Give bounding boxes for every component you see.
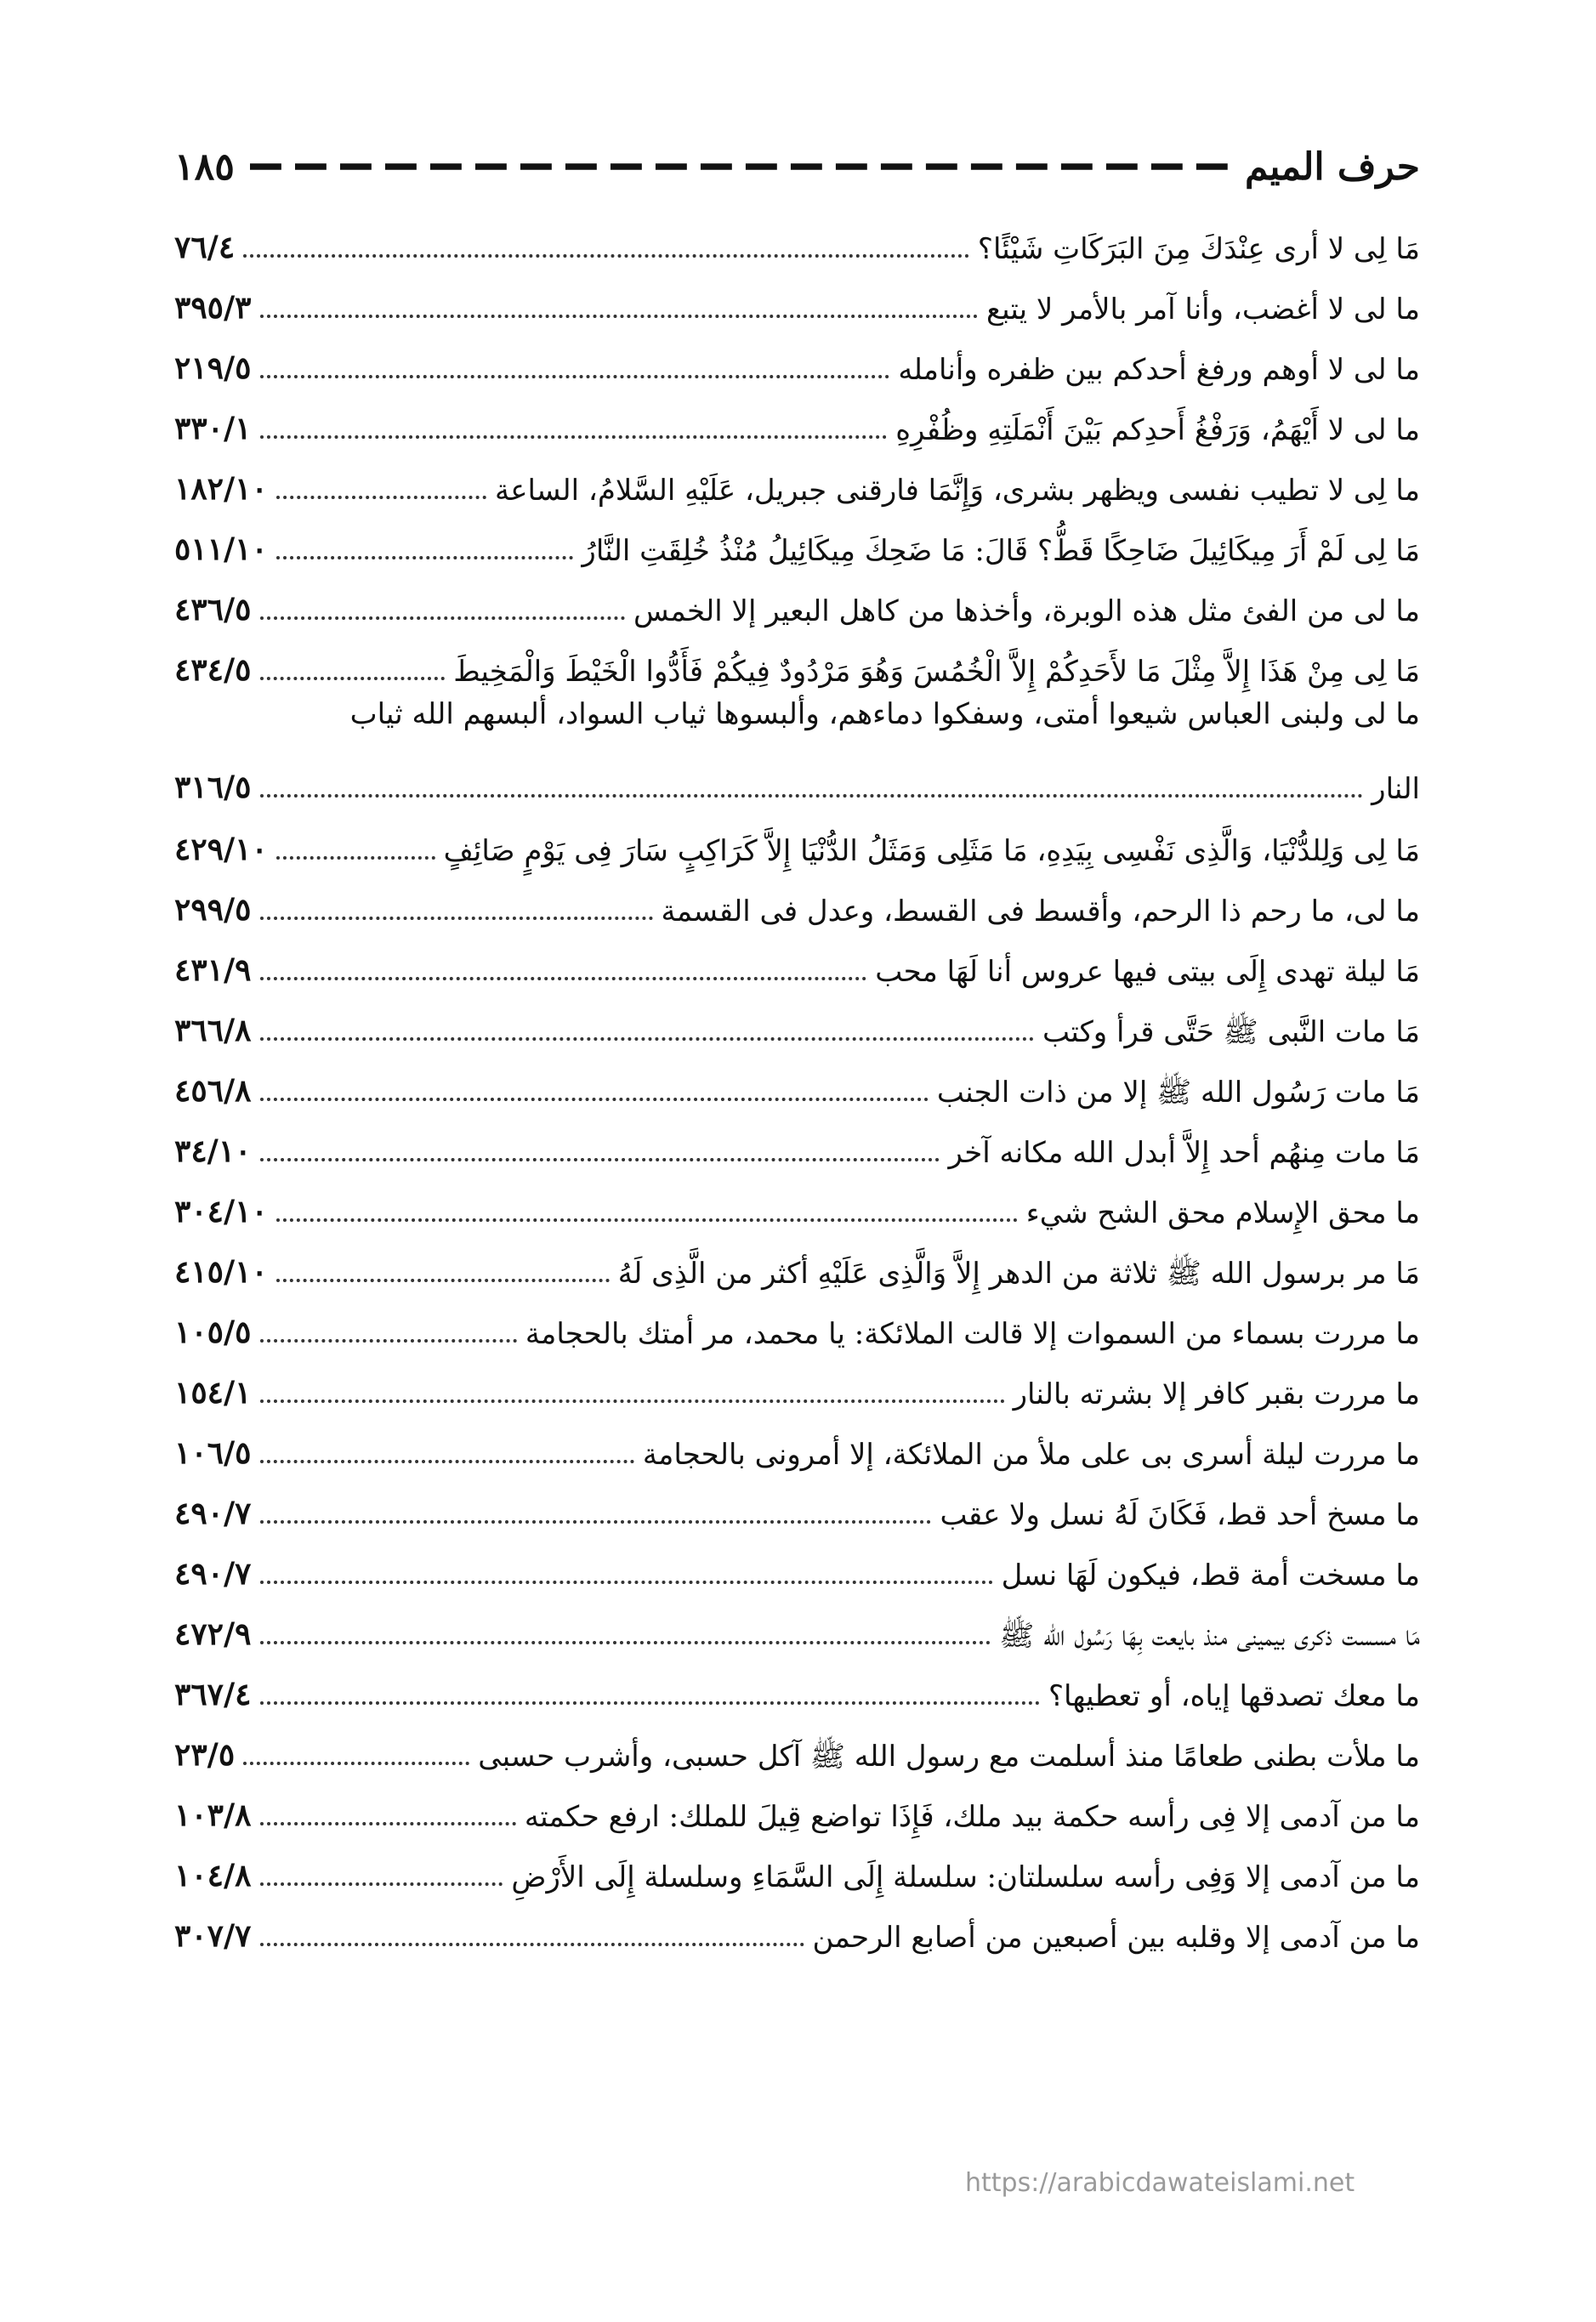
entry-reference: ٣٤/١٠	[174, 1133, 252, 1170]
index-entry	[174, 935, 1420, 996]
entry-text: ما مررت ليلة أسرى بى على ملأ من الملائكة، إلا أمرونى بالحجامة	[642, 1437, 1420, 1472]
entry-text: مَا مات مِنهُم أحد إِلاَّ أبدل الله مكانه آخر	[948, 1135, 1420, 1170]
page-number: ١٨٥	[174, 145, 235, 189]
entry-text: ما من آدمى إلا فِى رأسه حكمة بيد ملك، فَإِذَا تواضع قِيلَ للملك: ارفع حكمته	[524, 1799, 1420, 1834]
entry-reference: ٢٣/٥	[174, 1737, 236, 1774]
entry-reference: ١٠٥/٥	[174, 1314, 252, 1351]
entry-text: مَا ليلة تهدى إِلَى بيتى فيها عروس أنا لَهَا محب	[875, 954, 1420, 989]
entry-reference: ١٥٤/١	[174, 1375, 252, 1411]
entry-reference: ٤٣١/٩	[174, 952, 252, 989]
dot-leader	[260, 1943, 804, 1946]
index-entry	[174, 996, 1420, 1056]
entry-continuation	[174, 752, 1420, 808]
entry-text: مَا مات النَّبى ﷺ حَتَّى قرأ وكتب	[1042, 1014, 1420, 1049]
entry-reference: ١٠٤/٨	[174, 1858, 252, 1894]
entry-reference: ٤٧٢/٩	[174, 1616, 252, 1653]
entry-text: ما مررت بسماء من السموات إلا قالت الملائكة: يا محمد، مر أمتك بالحجامة	[525, 1316, 1420, 1351]
index-entry	[174, 1418, 1420, 1479]
entry-text: ما مسخت أمة قط، فيكون لَهَا نسل	[1001, 1558, 1420, 1592]
entry-text: ما لِى لا تطيب نفسى ويظهر بشرى، وَإِنَّمَا فارقنى جبريل، عَلَيْهِ السَّلامُ، الساعة	[495, 473, 1420, 508]
entry-reference: ٣١٦/٥	[174, 769, 252, 806]
dot-leader	[276, 1279, 610, 1282]
entry-text: ما لى لا أَيْهَمُ، وَرَفْغُ أَحدِكم بَيْنَ أَنْمَلَتِهِ وظُفْرِهِ	[895, 412, 1420, 447]
entry-reference: ١٨٢/١٠	[174, 471, 268, 508]
dot-leader	[276, 856, 435, 860]
index-entry	[174, 333, 1420, 394]
dot-leader	[243, 1762, 469, 1765]
index-entry	[174, 454, 1420, 514]
entry-text: مَا لِى وَلِلدُّنْيَا، وَالَّذِى نَفْسِى بِيَدِهِ، مَا مَثَلِى وَمَثَلُ الدُّنْيَا إِلاَّ كَرَاكِبٍ سَارَ فِى يَوْمٍ صَائِفٍ	[443, 833, 1420, 868]
index-entry	[174, 514, 1420, 575]
dot-leader	[276, 556, 574, 559]
entry-reference: ٤٣٦/٥	[174, 592, 252, 628]
index-entry	[174, 635, 1420, 695]
dot-leader	[260, 315, 979, 318]
entry-reference: ٤٩٠/٧	[174, 1496, 252, 1532]
index-entry	[174, 1358, 1420, 1418]
dot-leader	[276, 496, 486, 499]
index-entry	[174, 1841, 1420, 1901]
entry-reference: ٣٩٥/٣	[174, 290, 252, 326]
index-entry	[174, 695, 1420, 815]
entry-reference: ١٠٣/٨	[174, 1797, 252, 1834]
entry-reference: ٣٦٧/٤	[174, 1677, 252, 1713]
index-entry	[174, 1056, 1420, 1116]
entry-reference: ٤٣٤/٥	[174, 652, 252, 689]
dot-leader	[260, 1158, 940, 1161]
dot-leader	[260, 1581, 993, 1584]
index-entry	[174, 575, 1420, 635]
entry-text: ما محق الإِسلام محق الشح شيء	[1025, 1195, 1420, 1230]
entry-text: مَا مسست ذكرى بيمينى منذ بايعت بِهَا رَسُول الله ﷺ	[999, 1618, 1420, 1653]
entry-text: ما لى لا أوهم ورفغ أحدكم بين ظفره وأنامله	[898, 352, 1420, 387]
entry-reference: ٤٩٠/٧	[174, 1556, 252, 1592]
dot-leader	[260, 677, 446, 680]
entry-text: مَا مر برسول الله ﷺ ثلاثة من الدهر إِلاَّ وَالَّذِى عَلَيْهِ أكثر من الَّذِى لَهُ	[617, 1256, 1420, 1291]
dot-leader	[260, 1641, 991, 1644]
entry-reference: ١٠٦/٥	[174, 1435, 252, 1472]
dot-leader	[260, 917, 653, 920]
dot-leader	[260, 1882, 503, 1886]
entry-text: ما لى من الفئ مثل هذه الوبرة، وأخذها من كاهل البعير إلا الخمس	[633, 593, 1420, 628]
entry-reference: ٣٣٠/١	[174, 411, 252, 447]
dot-leader	[260, 1822, 516, 1825]
entry-reference: ٥١١/١٠	[174, 531, 268, 568]
entry-text: مَا لِى لَمْ أَرَ مِيكَائِيلَ ضَاحِكًا قَطُّ؟ قَالَ: مَا ضَحِكَ مِيكَائِيلُ مُنْذُ خُلِقَتِ النَّارُ	[582, 533, 1420, 568]
chapter-title: حرف الميم	[1244, 145, 1420, 189]
index-entry	[174, 1237, 1420, 1297]
index-entry	[174, 1539, 1420, 1599]
index-entry	[174, 815, 1420, 875]
entry-text-continued: النار	[1372, 771, 1420, 806]
dot-leader	[260, 1339, 517, 1343]
index-entry	[174, 1116, 1420, 1177]
dot-leader	[260, 1460, 634, 1463]
entry-text: مَا لِى لا أرى عِنْدَكَ مِنَ البَرَكَاتِ شَيْئًا؟	[977, 231, 1420, 266]
dot-leader	[260, 1520, 932, 1524]
entry-text: ما ملأت بطنى طعامًا منذ أسلمت مع رسول الله ﷺ آكل حسبى، وأشرب حسبى	[478, 1739, 1420, 1774]
dot-leader	[260, 1037, 1034, 1041]
dot-leader	[260, 794, 1364, 798]
entry-reference: ٢١٩/٥	[174, 350, 252, 387]
index-entry	[174, 394, 1420, 454]
entry-text: ما لى ولبنى العباس شيعوا أمتى، وسفكوا دماءهم، وألبسوها ثياب السواد، ألبسهم الله ثياب	[349, 697, 1420, 731]
dot-leader	[260, 977, 867, 980]
entry-text: ما من آدمى إلا وَفِى رأسه سلسلتان: سلسلة إِلَى السَّمَاءِ وسلسلة إِلَى الأَرْضِ	[511, 1859, 1420, 1894]
index-entry	[174, 273, 1420, 333]
index-entry-list	[174, 213, 1420, 1961]
index-entry	[174, 875, 1420, 935]
dot-leader	[260, 1399, 1005, 1403]
entry-text: ما معك تصدقها إياه، أو تعطيها؟	[1048, 1678, 1420, 1713]
entry-reference: ٣٦٦/٨	[174, 1013, 252, 1049]
entry-text: ما من آدمى إلا وقلبه بين أصبعين من أصابع الرحمن	[812, 1920, 1420, 1955]
dot-leader	[260, 1701, 1041, 1705]
entry-text: مَا مات رَسُول الله ﷺ إلا من ذات الجنب	[936, 1075, 1420, 1110]
entry-reference: ٧٦/٤	[174, 230, 236, 266]
entry-reference: ٢٩٩/٥	[174, 892, 252, 928]
dot-leader	[276, 1218, 1018, 1222]
dot-leader	[260, 1098, 929, 1101]
index-entry	[174, 213, 1420, 273]
index-entry	[174, 1599, 1420, 1660]
dot-leader	[243, 254, 969, 258]
watermark-url: https://arabicdawateislami.net	[965, 2168, 1355, 2198]
entry-reference: ٤١٥/١٠	[174, 1254, 268, 1291]
index-entry	[174, 1297, 1420, 1358]
entry-reference: ٣٠٤/١٠	[174, 1194, 268, 1230]
entry-reference: ٣٠٧/٧	[174, 1918, 252, 1955]
index-entry	[174, 1177, 1420, 1237]
entry-reference: ٤٢٩/١٠	[174, 832, 268, 868]
dot-leader	[260, 435, 888, 439]
page-header	[174, 140, 1420, 193]
index-entry	[174, 1780, 1420, 1841]
entry-text: ما مررت بقبر كافر إلا بشرته بالنار	[1013, 1377, 1420, 1411]
index-entry	[174, 1479, 1420, 1539]
index-entry	[174, 1660, 1420, 1720]
entry-text: ما مسخ أحد قط، فَكَانَ لَهُ نسل ولا عقب	[940, 1497, 1420, 1532]
entry-text: مَا لِى مِنْ هَذَا إِلاَّ مِثْلَ مَا لأَحَدِكُمْ إِلاَّ الْخُمُسَ وَهُوَ مَرْدُودٌ فِيكُمْ فَأَدُّوا الْخَيْطَ وَالْمَخِيطَ	[453, 654, 1420, 689]
index-entry	[174, 1901, 1420, 1961]
header-dashed-rule	[250, 152, 1230, 181]
index-entry	[174, 1720, 1420, 1780]
entry-text: ما لى، ما رحم ذا الرحم، وأقسط فى القسط، وعدل فى القسمة	[661, 894, 1420, 928]
entry-reference: ٤٥٦/٨	[174, 1073, 252, 1110]
entry-text: ما لى لا أغضب، وأنا آمر بالأمر لا يتبع	[986, 292, 1420, 326]
dot-leader	[260, 375, 890, 378]
dot-leader	[260, 616, 625, 620]
